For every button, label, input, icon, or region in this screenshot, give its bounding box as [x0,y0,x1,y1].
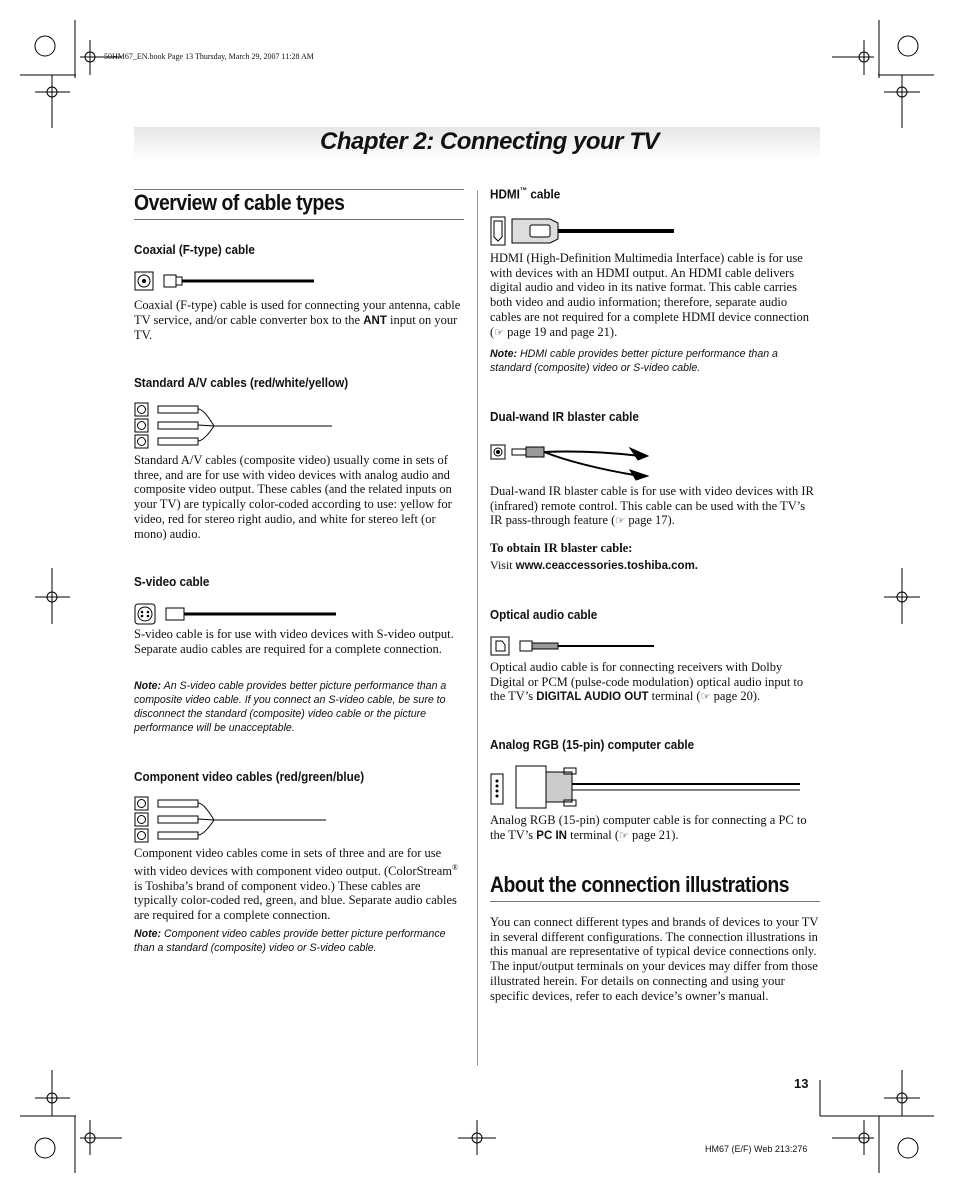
hdmi-text-a: HDMI (High-Definition Multimedia Interface) cable is for use with devices with an HDMI output. An HDMI cable delivers digital audio and video in its native format. This cable carries both video and audio information; therefore, separate audio cables are not required for a complete HDMI device connection ( [490,251,809,339]
component-text-b: is Toshiba’s brand of component video.) These cables are typically color-coded red, green, and blue. Separate audio cables are required for a complete connection. [134,878,457,922]
rgb-ref: page 21). [628,827,679,842]
coaxial-heading: Coaxial (F-type) cable [134,242,255,257]
component-text-a: Component video cables come in sets of three and are for use with video devices with component video output. (ColorStream [134,846,452,878]
hdmi-note-text: HDMI cable provides better picture performance than a standard (composite) video or S-video cable. [490,348,778,374]
rgb-text-a: Analog RGB (15-pin) computer cable is for connecting a PC to the TV’s [490,813,807,842]
standard-av-heading: Standard A/V cables (red/white/yellow) [134,375,349,390]
optical-ref: page 20). [710,689,761,704]
page-number: 13 [794,1076,809,1091]
svideo-note-label: Note: [134,680,162,692]
hdmi-text [490,251,820,340]
illustrations-text: You can connect different types and brands of devices to your TV in several different configurations. The connection illustrations in this manual are representative of typical device connections only. The input/output terminals on your devices may differ from those illustrated herein. For details on connecting and using your specific devices, refer to each device’s owner’s manual. [490,915,819,1003]
component-note-label: Note: [134,928,162,940]
svideo-note-text: An S-video cable provides better picture performance than a composite video cable. If you connect an S-video cable, be sure to disconnect the standard (composite) video cable or the picture performance will be unacceptable. [134,680,447,734]
coaxial-text [134,298,464,343]
ant-term: ANT [363,314,387,327]
hdmi-ref: page 19 and page 21). [504,324,618,339]
av-cable-icon [134,402,334,450]
pointing-hand-icon: ☞ [494,326,505,339]
registered-mark: ® [452,862,459,872]
pointing-hand-icon: ☞ [700,691,711,704]
accessories-url: www.ceaccessories.toshiba.com. [515,560,699,572]
component-cable-icon [134,796,334,844]
optical-heading: Optical audio cable [490,607,598,622]
component-heading: Component video cables (red/green/blue) [134,769,365,784]
coaxial-text-b: input on your TV. [134,312,458,343]
chapter-title: Chapter 2: Connecting your TV [320,128,659,155]
rgb-text-b: terminal ( [570,827,620,842]
optical-cable-icon [490,636,658,658]
pointing-hand-icon: ☞ [619,829,629,842]
pointing-hand-icon: ☞ [615,515,626,528]
hdmi-heading [490,186,560,201]
ir-blaster-ref: page 17). [625,513,675,528]
visit-line [490,558,698,573]
optical-text [490,660,820,705]
section-rule-bottom [134,219,464,220]
optical-text-a: Optical audio cable is for connecting receivers with Dolby Digital or PCM (pulse-code modulation) optical audio input to the TV’s [490,660,804,704]
ir-blaster-text-a: Dual-wand IR blaster cable is for use with video devices with IR (infrared) remote control. This cable can be used with the TV’s IR pass-through feature ( [490,484,814,528]
illustrations-title: About the connection illustrations [490,872,790,897]
obtain-heading: To obtain IR blaster cable: [490,541,633,555]
book-info: 50HM67_EN.book Page 13 Thursday, March 29, 2007 11:28 AM [104,52,314,61]
hdmi-heading-text: HDMI [490,186,520,202]
pc-in-term: PC IN [536,829,567,842]
hdmi-note-label: Note: [490,348,518,360]
trademark-mark: ™ [519,186,528,195]
ir-blaster-cable-icon [490,436,655,482]
svideo-text: S-video cable is for use with video devices with S-video output. Separate audio cables are required for a complete connection. [134,627,454,656]
svideo-heading: S-video cable [134,574,210,589]
hdmi-note [490,347,820,375]
visit-label: Visit [490,558,513,572]
standard-av-text: Standard A/V cables (composite video) usually come in sets of three, and are for use with video devices with analog audio and composite video output. These cables (and the related inputs on your TV) are typically color-coded according to use: yellow for video, red for stereo right audio, and white for stereo left (or mono) audio. [134,453,452,541]
hdmi-cable-icon [490,215,676,249]
rgb-heading: Analog RGB (15-pin) computer cable [490,737,695,752]
illustrations-rule [490,901,820,902]
svideo-note [134,679,464,735]
svideo-cable-icon [134,603,339,625]
coaxial-cable-icon [134,270,319,292]
digital-audio-out-term: DIGITAL AUDIO OUT [536,691,649,704]
footer-code: HM67 (E/F) Web 213:276 [705,1144,808,1154]
optical-text-b: terminal ( [651,689,701,704]
ir-blaster-text [490,484,820,529]
rgb-text [490,813,820,843]
ir-blaster-heading: Dual-wand IR blaster cable [490,409,639,424]
column-divider [477,190,478,1066]
rgb-cable-icon [490,764,802,812]
hdmi-heading-suffix: cable [527,186,561,202]
overview-title: Overview of cable types [134,190,345,215]
component-text [134,846,464,923]
component-note-text: Component video cables provide better picture performance than a standard (composite) video or S-video cable. [134,928,446,954]
coaxial-text-a: Coaxial (F-type) cable is used for connecting your antenna, cable TV service, and/or cable converter box to the [134,298,461,327]
component-note [134,927,464,955]
